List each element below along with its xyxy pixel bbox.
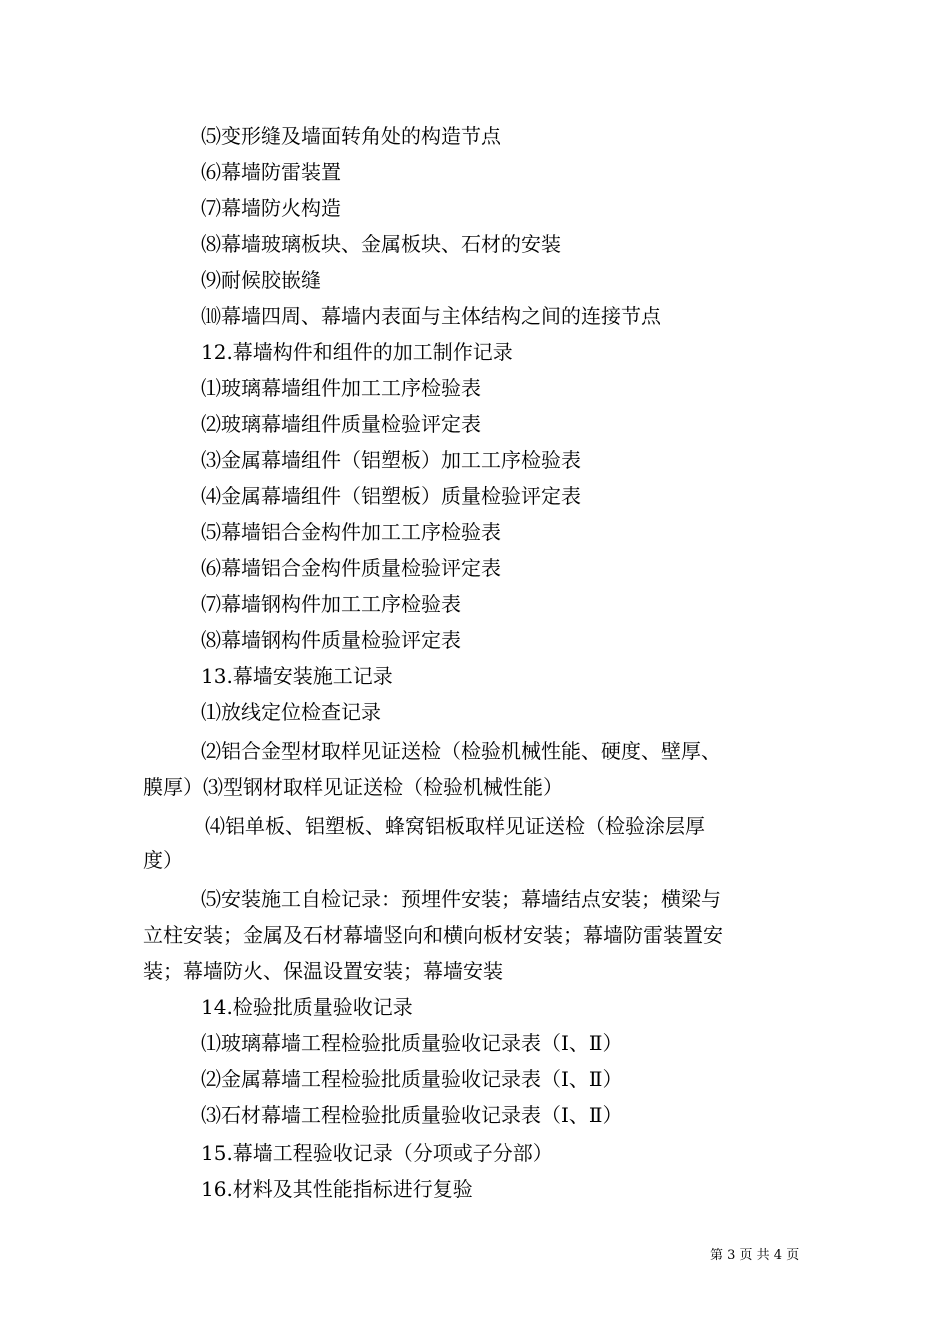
- text-line: ⑺幕墙防火构造: [201, 196, 341, 220]
- section-heading: 14.检验批质量验收记录: [201, 995, 413, 1019]
- section-heading: 13.幕墙安装施工记录: [201, 664, 393, 688]
- text-line: ⑼耐候胶嵌缝: [201, 268, 321, 292]
- text-line: ⑻幕墙钢构件质量检验评定表: [201, 628, 461, 652]
- section-heading: 16.材料及其性能指标进行复验: [201, 1177, 473, 1201]
- text-line: ⑷金属幕墙组件（铝塑板）质量检验评定表: [201, 484, 581, 508]
- text-line: ⑴放线定位检查记录: [201, 700, 381, 724]
- text-line: ⑶石材幕墙工程检验批质量验收记录表（Ⅰ、Ⅱ）: [201, 1103, 623, 1127]
- text-line: ⑴玻璃幕墙组件加工工序检验表: [201, 376, 481, 400]
- section-heading: 15.幕墙工程验收记录（分项或子分部）: [201, 1141, 553, 1165]
- text-line: ⑵玻璃幕墙组件质量检验评定表: [201, 412, 481, 436]
- text-line: ⑹幕墙防雷装置: [201, 160, 341, 184]
- text-line: ⑸变形缝及墙面转角处的构造节点: [201, 124, 501, 148]
- paragraph-line: 度）: [143, 848, 183, 872]
- paragraph-line: ⑸安装施工自检记录：预埋件安装；幕墙结点安装；横梁与: [201, 887, 721, 911]
- paragraph-line: ⑷铝单板、铝塑板、蜂窝铝板取样见证送检（检验涂层厚: [205, 814, 705, 838]
- paragraph-line: 装；幕墙防火、保温设置安装；幕墙安装: [143, 959, 503, 983]
- paragraph-line: 立柱安装；金属及石材幕墙竖向和横向板材安装；幕墙防雷装置安: [143, 923, 723, 947]
- text-line: ⑶金属幕墙组件（铝塑板）加工工序检验表: [201, 448, 581, 472]
- text-line: ⑵金属幕墙工程检验批质量验收记录表（Ⅰ、Ⅱ）: [201, 1067, 623, 1091]
- paragraph-line: 膜厚）⑶型钢材取样见证送检（检验机械性能）: [143, 775, 563, 799]
- text-line: ⑹幕墙铝合金构件质量检验评定表: [201, 556, 501, 580]
- text-line: ⑻幕墙玻璃板块、金属板块、石材的安装: [201, 232, 561, 256]
- text-line: ⑸幕墙铝合金构件加工工序检验表: [201, 520, 501, 544]
- paragraph-line: ⑵铝合金型材取样见证送检（检验机械性能、硬度、壁厚、: [201, 739, 721, 763]
- text-line: ⑺幕墙钢构件加工工序检验表: [201, 592, 461, 616]
- text-line: ⑴玻璃幕墙工程检验批质量验收记录表（Ⅰ、Ⅱ）: [201, 1031, 623, 1055]
- section-heading: 12.幕墙构件和组件的加工制作记录: [201, 340, 513, 364]
- page-number-footer: 第 3 页 共 4 页: [710, 1248, 800, 1263]
- text-line: ⑽幕墙四周、幕墙内表面与主体结构之间的连接节点: [201, 304, 661, 328]
